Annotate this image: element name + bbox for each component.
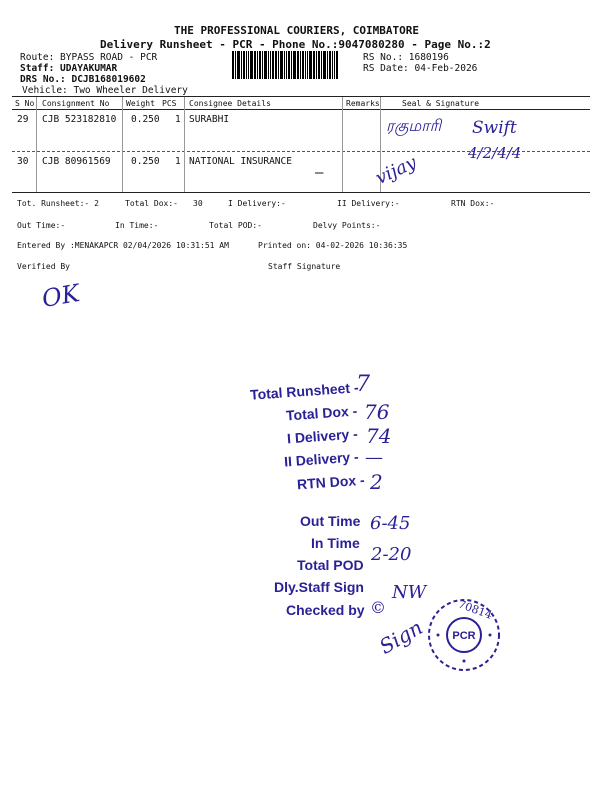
stamp-total-runsheet: Total Runsheet - [249,379,360,403]
round-seal-icon [426,597,502,673]
seal-text: PCR [452,630,476,642]
col-divider [122,97,123,192]
value-ii-delivery: — [365,447,383,468]
tot-runsheet: Tot. Runsheet:- 2 [17,199,99,208]
row1-consignment: CJB 523182810 [42,114,117,125]
stamp-checked-by: Checked by [286,602,365,618]
printed-on: Printed on: 04-02-2026 10:36:35 [258,241,408,250]
i-delivery: I Delivery:- [228,199,286,208]
value-dly-staff-sign: NW [392,582,427,603]
col-divider [36,97,37,192]
value-rtn-dox: 2 [370,470,383,494]
value-out-time: 6-45 [370,513,411,534]
runsheet-subtitle: Delivery Runsheet - PCR - Phone No.:9047080280 - Page No.:2 [100,38,491,51]
stamp-out-time: Out Time [300,513,361,529]
stamp-total-pod: Total POD [297,557,364,573]
col-header-pcs: PCS [162,99,177,108]
verified-initials: OK [39,278,82,314]
stamp-dly-staff-sign: Dly.Staff Sign [274,579,364,595]
row2-remarks: — [315,165,324,181]
row2-consignee: NATIONAL INSURANCE [189,156,292,167]
row1-signature: ரகுமாரி [386,116,442,135]
stamp-total-dox: Total Dox - [285,402,358,424]
row2-weight: 0.250 [131,156,160,167]
value-checked-by: Sign [375,615,427,659]
stamp-ii-delivery: II Delivery - [283,448,360,470]
stamp-i-delivery: I Delivery - [286,425,359,447]
in-time: In Time:- [115,221,159,230]
row1-weight: 0.250 [131,114,160,125]
row1-pcs: 1 [175,114,181,125]
row2-pcs: 1 [175,156,181,167]
staff: Staff: UDAYAKUMAR [20,63,118,74]
value-in-time: 2-20 [371,544,412,565]
col-divider [342,97,343,192]
ii-delivery: II Delivery:- [337,199,400,208]
table-top-rule [12,96,590,97]
stamp-in-time: In Time [311,535,360,551]
company-title: THE PROFESSIONAL COURIERS, COIMBATORE [174,24,420,37]
total-dox-label: Total Dox:- [125,199,178,208]
col-header-seal: Seal & Signature [402,99,480,108]
delvy-points: Delvy Points:- [313,221,381,230]
col-header-sno: S No [15,99,35,108]
col-header-consignee: Consignee Details [189,99,271,108]
row2-consignment: CJB 80961569 [42,156,111,167]
row1-consignee: SURABHI [189,114,230,125]
col-divider [184,97,185,192]
out-time: Out Time:- [17,221,66,230]
drs-number: DRS No.: DCJB168019602 [20,74,146,85]
value-i-delivery: 74 [366,424,392,448]
seal-ring-text: 70814 [456,597,494,622]
row2-signature: vijay [372,152,420,189]
vehicle: Vehicle: Two Wheeler Delivery [22,85,188,96]
total-dox-value: 30 [193,199,203,208]
total-pod: Total POD:- [209,221,262,230]
rs-number: RS No.: 1680196 [363,52,449,63]
row1-sno: 29 [17,114,29,125]
entered-by: Entered By :MENAKAPCR 02/04/2026 10:31:51 AM [17,241,229,250]
table-header-rule [12,109,590,110]
value-total-runsheet: 7 [356,372,370,397]
barcode-icon [232,51,357,79]
table-bottom-rule [12,192,590,193]
staff-signature: Staff Signature [268,262,341,271]
stamp-rtn-dox: RTN Dox - [296,471,366,493]
checked-by-scribble: © [370,598,386,617]
value-total-dox: 76 [364,400,390,424]
row2-sno: 30 [17,156,29,167]
col-header-weight: Weight [126,99,155,108]
verified-by: Verified By [17,262,70,271]
col-header-consignment: Consignment No [42,99,110,108]
row1-signature-date: 4/2/4/4 [468,144,522,162]
rs-date: RS Date: 04-Feb-2026 [363,63,478,74]
rtn-dox: RTN Dox:- [451,199,495,208]
row1-signature-name: Swift [472,118,517,138]
route: Route: BYPASS ROAD - PCR [20,52,158,63]
col-header-remarks: Remarks [346,99,380,108]
